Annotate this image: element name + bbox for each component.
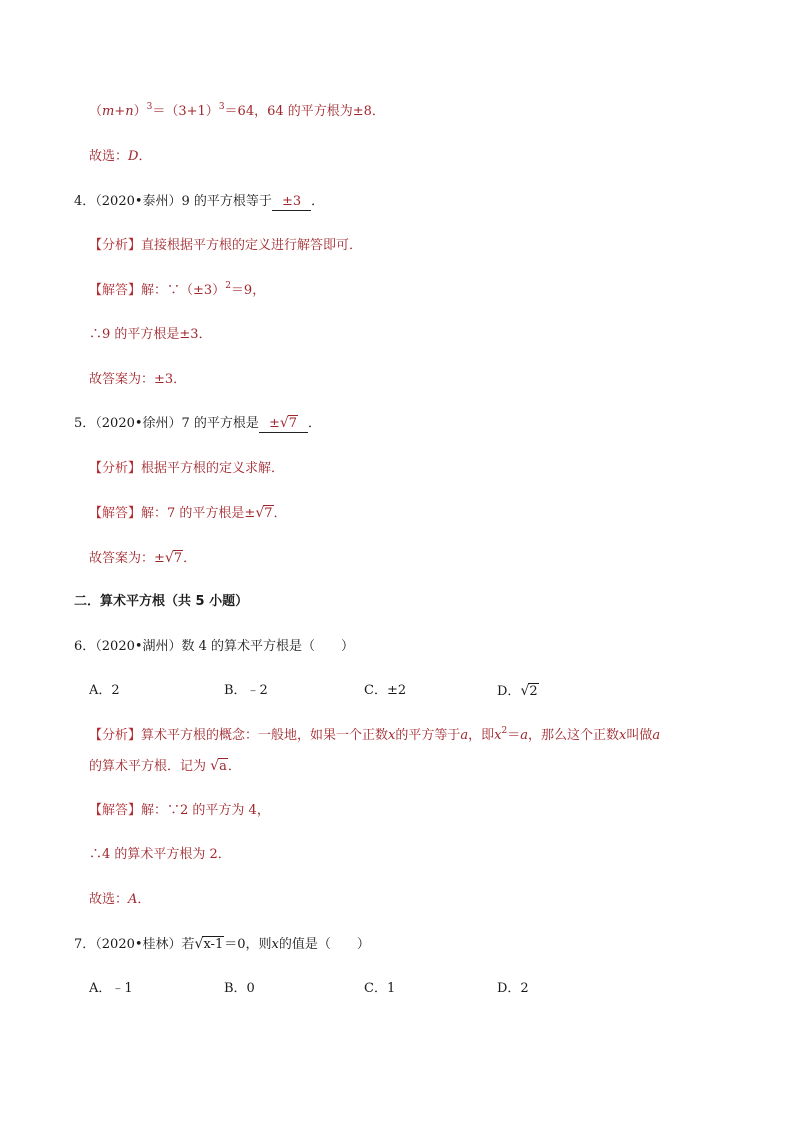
- sqrt-symbol: √x-1: [194, 936, 224, 952]
- q4-analysis: 【分析】直接根据平方根的定义进行解答即可．: [89, 238, 363, 253]
- q7-option-b[interactable]: B．0: [224, 981, 255, 996]
- q6-option-b[interactable]: B．﹣2: [224, 683, 268, 698]
- sqrt-symbol: √7: [279, 415, 298, 431]
- prev-solution-line: $(m+n)^3=(3+1)^3=64$，64 的平方根为±8．: [89, 102, 385, 119]
- q6-analysis: 【分析】算术平方根的概念：一般地，如果一个正数x的平方等于a，即$x^2=a$，那么这个正数x叫做a: [89, 726, 661, 743]
- q4-therefore: ∴9 的平方根是±3．: [89, 327, 212, 342]
- prev-conclusion: 故选：D．: [89, 149, 152, 164]
- q6-stem: 6．（2020•湖州）数 4 的算术平方根是（ ）: [74, 639, 355, 654]
- q7-option-d[interactable]: D．2: [497, 981, 529, 996]
- q6-option-c[interactable]: C．±2: [364, 683, 407, 698]
- q7-option-c[interactable]: C．1: [364, 981, 396, 996]
- q6-option-d[interactable]: D．√2: [497, 681, 539, 702]
- q4-answer-blank: ±3: [272, 194, 311, 211]
- q7-option-a[interactable]: A．﹣1: [89, 981, 133, 996]
- q6-conclusion: 故选：A．: [89, 892, 151, 907]
- section-heading: 二．算术平方根（共 5 小题）: [74, 594, 249, 609]
- sqrt-symbol: √2: [520, 683, 538, 699]
- q4-stem: 4．（2020•泰州）9 的平方根等于 ±3 ．: [74, 194, 325, 209]
- q4-final: 故答案为：±3．: [89, 372, 187, 387]
- q4-solution: 【解答】解：$\because(\pm 3)^2=9$，: [89, 281, 266, 298]
- q5-solution: 【解答】解：7 的平方根是±√7．: [89, 503, 287, 524]
- q6-option-a[interactable]: A．2: [89, 683, 120, 698]
- q5-stem: 5．（2020•徐州）7 的平方根是 ±√7 ．: [74, 415, 322, 431]
- q6-therefore: ∴4 的算术平方根为 2．: [89, 847, 231, 862]
- q5-analysis: 【分析】根据平方根的定义求解．: [89, 461, 285, 476]
- q6-analysis-line2: 的算术平方根．记为 √a．: [89, 756, 241, 777]
- sqrt-symbol: √a: [210, 758, 227, 774]
- q6-solution: 【解答】解：∵2 的平方为 4，: [89, 803, 270, 818]
- sqrt-symbol: √7: [255, 505, 273, 521]
- q5-final: 故答案为：±√7．: [89, 548, 196, 569]
- q7-stem: 7．（2020•桂林）若√x-1＝0，则x的值是（ ）: [74, 934, 370, 955]
- q5-answer-blank: ±√7: [259, 415, 308, 433]
- sqrt-symbol: √7: [164, 550, 183, 566]
